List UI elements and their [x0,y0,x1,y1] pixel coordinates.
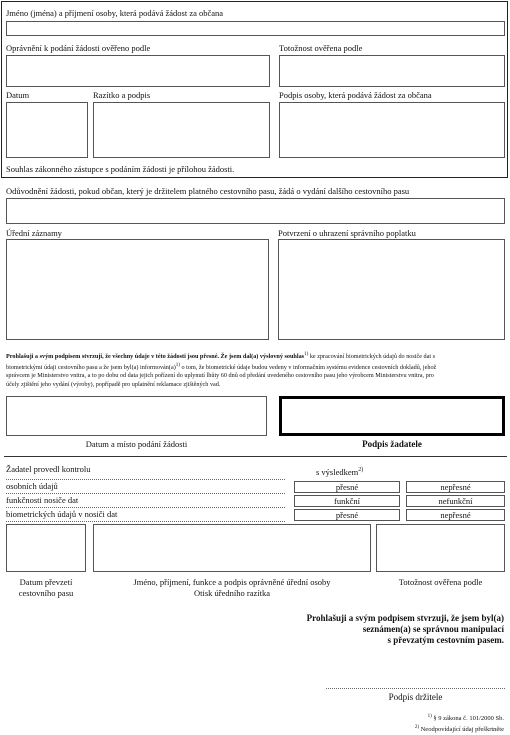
authorization-field[interactable] [6,55,270,87]
date-label: Datum [6,90,30,100]
footnote-1-mark: 1) [427,714,432,719]
name-label: Jméno (jména) a příjmení osoby, která podává žádost za občana [6,8,224,18]
declaration-line-2: biometrickými údaji cestovního pasu a že jsem byl(a) informován(a) [6,363,176,371]
check-row-underline [6,493,285,494]
separator-line [4,456,507,457]
chip-nonfunctional-option[interactable]: nefunkční [406,495,505,507]
identity-verified-label: Totožnost ověřena podle [279,43,363,53]
takeover-date-label-1: Datum převzetí [19,577,73,587]
footnote-2-text: Neodpovídající údaj přeškrtněte [420,726,504,734]
holder-signature-line[interactable] [326,688,505,689]
date-field[interactable] [6,102,88,158]
identity-verified-field[interactable] [279,55,505,87]
check-row-underline [6,507,285,508]
representative-signature-field[interactable] [279,102,505,158]
consent-note: Souhlas zákonného zástupce s podáním žádosti je přílohou žádosti. [6,164,235,174]
takeover-identity-label: Totožnost ověřena podle [398,577,483,587]
check-row-personal-data: osobních údajů [6,481,58,491]
result-label [316,465,363,477]
check-row-underline [6,521,285,522]
official-stamp-label: Otisk úředního razítka [193,588,270,598]
declaration-line-1-end: ke zpracování biometrických údajů do nosiče dat s [308,353,436,361]
footnotes [415,712,504,734]
footnote-ref-2: 2) [358,467,364,473]
official-records-field[interactable] [6,239,269,340]
declaration-line-2-end: o tom, že biometrické údaje budou vedeny v informačním systému evidence cestovních dokladů, jehož [179,363,437,371]
final-declaration-line-2: seznámen(a) se správnou manipulací [362,624,504,634]
authorization-label: Oprávnění k podání žádosti ověřeno podle [6,43,151,53]
fee-confirmation-field[interactable] [278,239,505,340]
official-signature-field[interactable] [93,524,371,572]
check-title: Žadatel provedl kontrolu [6,464,91,474]
personal-data-inaccurate-option[interactable]: nepřesné [406,481,505,493]
declaration-line-1: Prohlašuji a svým podpisem stvrzuji, že všechny údaje v této žádosti jsou přesné. Že jsem dal(a) výslovný souhlas [6,353,305,361]
stamp-signature-label: Razítko a podpis [93,90,151,100]
footnote-ref-1b: 1) [175,362,180,368]
official-records-label: Úřední záznamy [6,228,62,238]
stamp-signature-field[interactable] [93,102,270,158]
footnote-2 [415,723,504,734]
footnote-1-text: § 9 zákona č. 101/2000 Sb. [433,715,504,723]
takeover-identity-field[interactable] [376,524,505,572]
biometric-accurate-option[interactable]: přesné [294,509,400,521]
check-row-biometric-data: biometrických údajů v nosiči dat [6,509,118,519]
declaration-line-3: správcem je Ministerstvo vnitra, a to po dobu od data jejich pořízení do uplynutí lhůty 60 dnů od předání uvedeného cestovního pasu jeho výrobcem Ministerstvu vnitra, pro [6,372,434,380]
takeover-date-label-2: cestovního pasu [18,588,74,598]
final-declaration [307,613,504,646]
biometric-inaccurate-option[interactable]: nepřesné [406,509,505,521]
official-signature-label: Jméno, příjmení, funkce a podpis oprávněné úřední osoby [133,577,331,587]
reason-label: Odůvodnění žádosti, pokud občan, který je držitelem platného cestovního pasu, žádá o vydání dalšího cestovního pasu [6,186,410,196]
footnote-ref-1a: 1) [304,352,309,357]
date-place-field[interactable] [6,396,267,436]
fee-confirmation-label: Potvrzení o uhrazení správního poplatku [278,228,416,238]
declaration-line-4: účely zjištění jeho vydání (výroby), popřípadě pro uplatnění reklamace zjištěných vad. [6,380,221,388]
check-row-underline [6,479,285,480]
date-place-label: Datum a místo podání žádosti [85,439,188,449]
chip-functional-option[interactable]: funkční [294,495,400,507]
holder-signature-label: Podpis držitele [388,692,443,702]
name-field[interactable] [6,21,505,36]
final-declaration-line-3: s převzatým cestovním pasem. [387,635,504,645]
result-text: s výsledkem [316,466,359,477]
applicant-signature-field[interactable] [279,396,505,436]
footnote-2-mark: 2) [414,725,419,731]
footnote-1 [415,712,504,723]
reason-field[interactable] [6,198,505,224]
final-declaration-line-1: Prohlašuji a svým podpisem stvrzuji, že jsem byl(a) [306,613,504,623]
personal-data-accurate-option[interactable]: přesné [294,481,400,493]
takeover-date-field[interactable] [6,524,86,572]
check-row-chip-function: funkčnosti nosiče dat [6,495,79,505]
declaration-text [6,351,506,390]
applicant-signature-label: Podpis žadatele [362,439,422,449]
representative-signature-label: Podpis osoby, která podává žádost za občana [279,90,432,100]
